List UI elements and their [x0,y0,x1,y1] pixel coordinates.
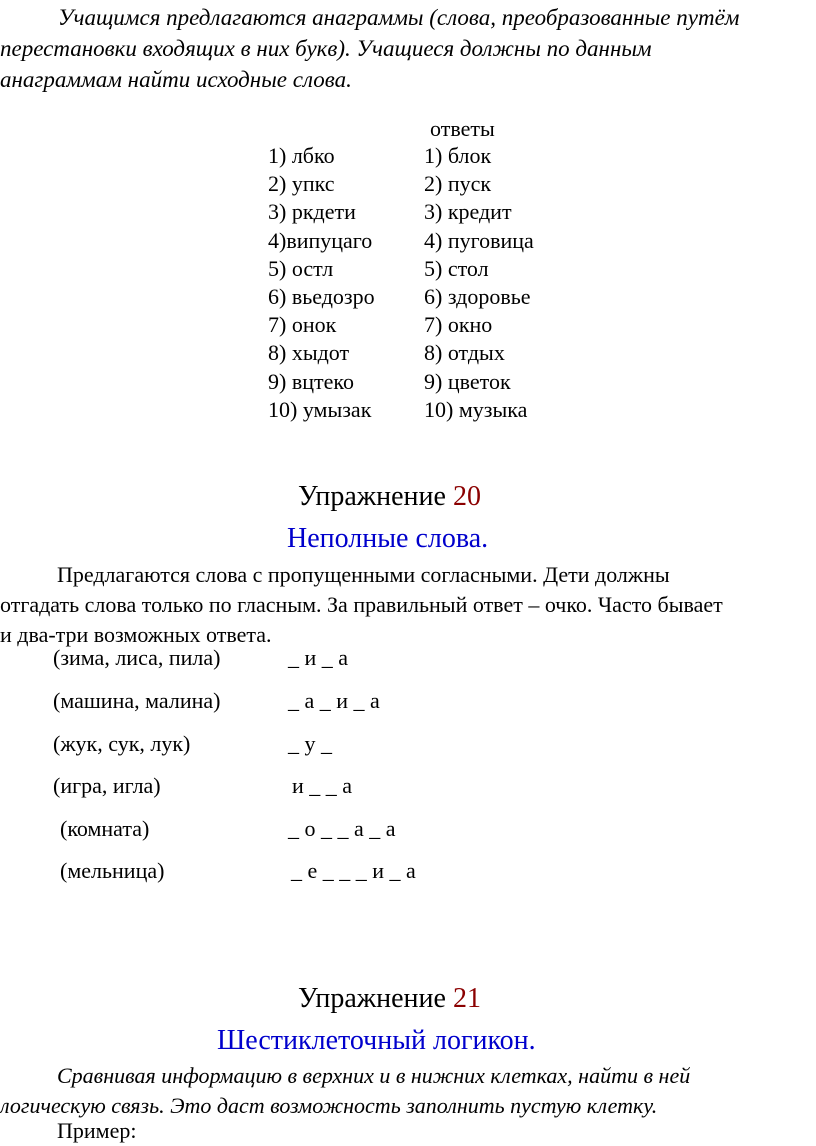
row-words: (игра, игла) [53,773,161,798]
anagram-item: 4)випуцаго [268,227,373,253]
exercise-number: 20 [452,481,481,512]
intro-line: Учащимся предлагаются анаграммы (слова, преобразованные путём [58,5,740,30]
answer-item: 3) кредит [424,199,512,225]
exercise-20-subtitle: Неполные слова. [287,523,489,554]
row-words: (зима, лиса, пила) [53,645,221,670]
answer-item: 1) блок [424,143,492,168]
row-pattern: и _ _ а [292,773,353,798]
answer-item: 5) стол [424,255,489,281]
description-line: Сравнивая информацию в верхних и в нижних клетках, найти в ней [57,1063,691,1088]
exercise-21-description [0,1061,816,1121]
example-label: Пример: [57,1118,137,1143]
intro-line: перестановки входящих в них букв). Учащиеся должны по данным [0,36,652,61]
exercise-20-description [0,560,816,650]
answer-item: 9) цветок [424,368,511,394]
intro-line: анаграммам найти исходные слова. [0,67,352,92]
exercise-title-word: Упражнение [298,983,446,1014]
intro-paragraph [0,2,812,95]
description-line: и два-три возможных ответа. [0,622,272,647]
answer-item: 10) музыка [424,396,528,422]
answer-item: 2) пуск [424,171,492,197]
exercise-21-title [298,983,481,1015]
description-line: логическую связь. Это даст возможность заполнить пустую клетку. [0,1093,658,1118]
anagram-item: 8) хыдот [268,340,350,366]
row-pattern: _ о _ _ а _ а [288,816,396,841]
anagram-item: 5) остл [268,255,334,281]
answer-item: 7) окно [424,312,493,338]
anagram-list [268,142,375,424]
answer-item: 4) пуговица [424,227,534,253]
row-words: (мельница) [60,858,165,883]
exercise-21-subtitle: Шестиклеточный логикон. [217,1025,536,1056]
description-line: Предлагаются слова с пропущенными согласными. Дети должны [57,562,670,587]
row-words: (машина, малина) [53,688,221,713]
exercise-20-title [298,481,481,513]
row-pattern: _ е _ _ _ и _ а [291,858,416,883]
anagram-item: 2) упкс [268,171,335,197]
row-pattern: _ а _ и _ а [288,688,380,713]
anagram-item: 3) ркдети [268,199,356,225]
anagram-item: 9) вцтеко [268,368,354,394]
anagram-item: 7) онок [268,312,337,338]
anagram-item: 1) лбко [268,143,335,168]
description-line: отгадать слова только по гласным. За правильный ответ – очко. Часто бывает [0,592,723,617]
row-words: (жук, сук, лук) [53,731,191,756]
row-pattern: _ и _ а [288,645,349,670]
answer-item: 6) здоровье [424,284,531,310]
answers-header: ответы [430,116,495,141]
answer-list [424,142,534,424]
anagram-item: 6) вьедозро [268,284,375,310]
anagram-item: 10) умызак [268,396,372,422]
answer-item: 8) отдых [424,340,505,366]
exercise-number: 21 [452,983,481,1014]
exercise-title-word: Упражнение [298,481,446,512]
row-pattern: _ у _ [288,731,332,756]
row-words: (комната) [60,816,150,841]
